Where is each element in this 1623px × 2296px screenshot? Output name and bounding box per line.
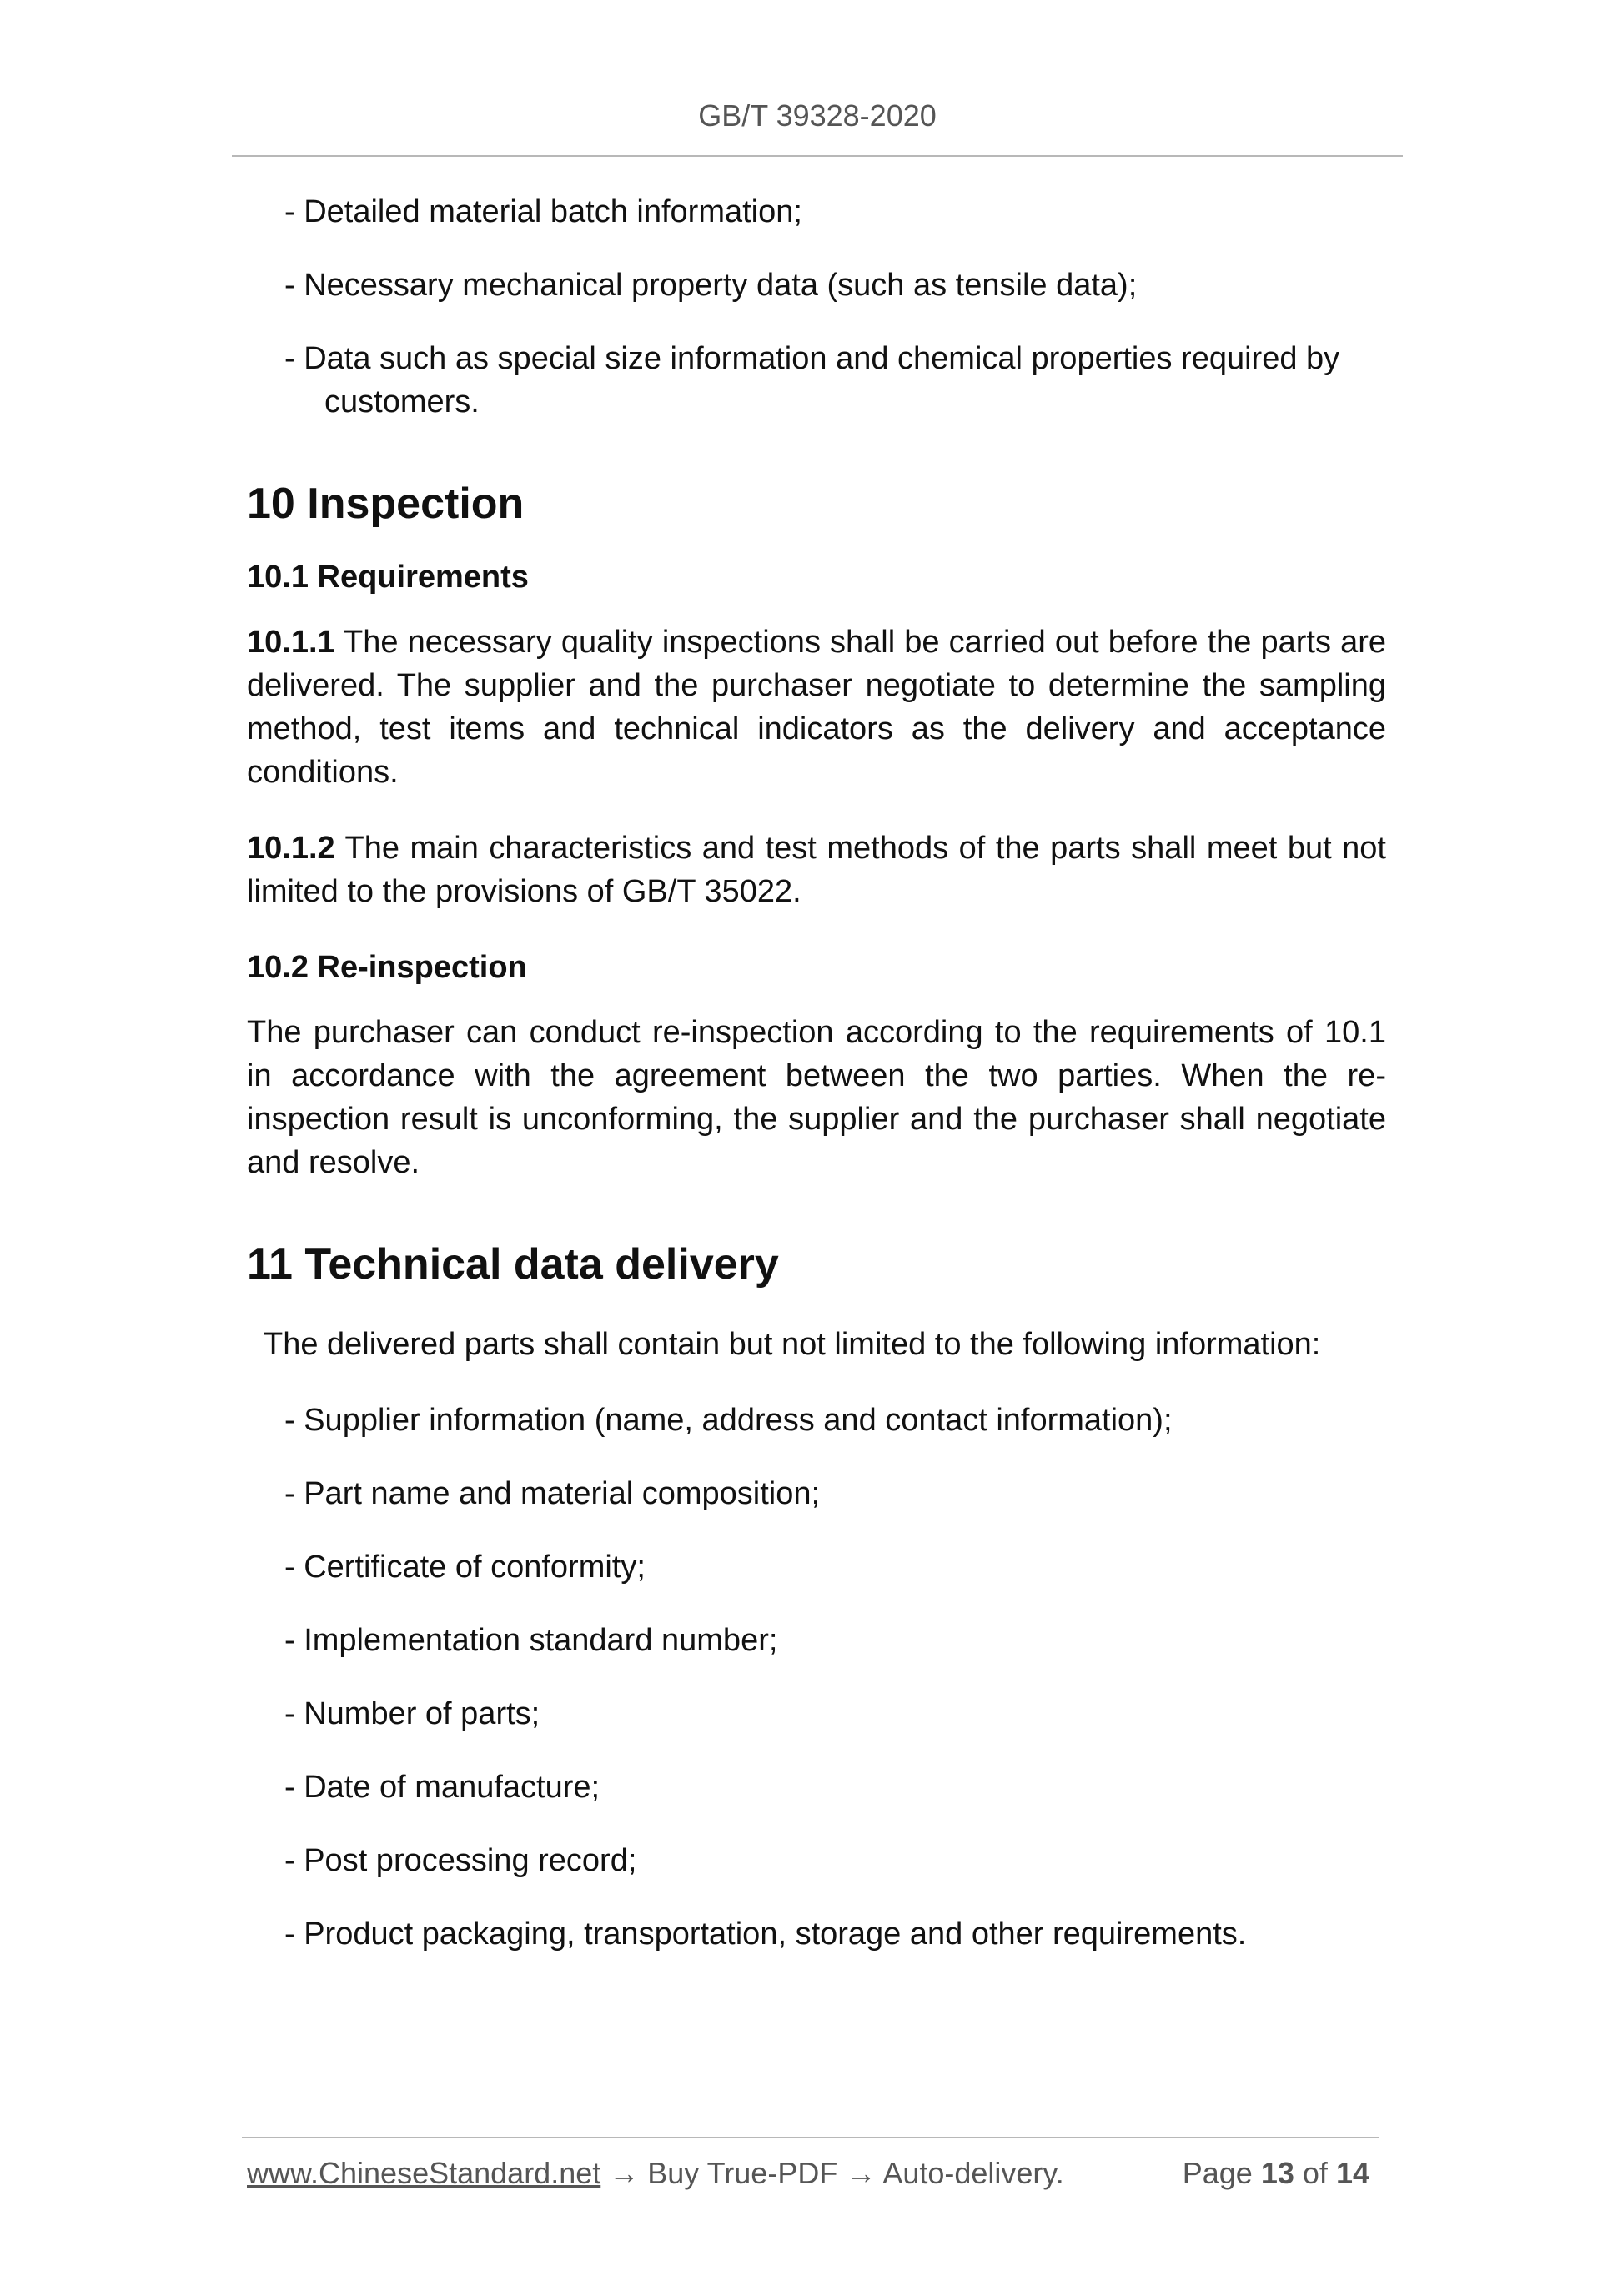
list-item: - Part name and material composition; <box>284 1476 821 1511</box>
of-word: of <box>1302 2156 1328 2190</box>
header-divider <box>232 155 1403 157</box>
list-item: - Date of manufacture; <box>284 1770 600 1805</box>
list-item: - Supplier information (name, address and contact information); <box>284 1403 1173 1438</box>
current-page-number: 13 <box>1260 2156 1294 2190</box>
list-item: - Post processing record; <box>284 1843 637 1878</box>
subsection-10-1-heading: 10.1 Requirements <box>247 560 529 595</box>
footer-divider <box>242 2137 1379 2138</box>
page-footer <box>247 2156 1376 2191</box>
section-11-intro: The delivered parts shall contain but not limited to the following information: <box>264 1327 1321 1362</box>
footer-left <box>247 2156 1064 2191</box>
total-page-number: 14 <box>1335 2156 1369 2190</box>
clause-text: The main characteristics and test methods of the parts shall meet but not limited to the provisions of GB/T 35022. <box>247 831 1386 909</box>
list-item: - Data such as special size information and chemical properties required by customers. <box>284 341 1340 420</box>
page-word: Page <box>1182 2156 1253 2190</box>
section-10-heading: 10 Inspection <box>247 480 525 528</box>
clause-text: The necessary quality inspections shall be carried out before the parts are delivered. The supplier and the purchaser negotiate to determine the sampling method, test items and technical indicators as the delivery and acceptance conditions. <box>247 625 1386 790</box>
paragraph-10-2: The purchaser can conduct re-inspection according to the requirements of 10.1 in accordance with the agreement between the two parties. When the re-inspection result is unconforming, the supplier and the purchaser shall negotiate and resolve. <box>247 1015 1386 1180</box>
list-item: - Number of parts; <box>284 1696 540 1731</box>
list-item: - Detailed material batch information; <box>284 194 802 229</box>
website-link[interactable]: www.ChineseStandard.net <box>247 2156 601 2190</box>
subsection-10-2-heading: 10.2 Re-inspection <box>247 950 527 985</box>
paragraph-10-1-1 <box>247 620 1386 794</box>
footer-promo: → Buy True-PDF → Auto-delivery. <box>600 2156 1064 2190</box>
list-item: - Necessary mechanical property data (such as tensile data); <box>284 268 1138 303</box>
document-header-id: GB/T 39328-2020 <box>698 98 937 133</box>
section-11-heading: 11 Technical data delivery <box>247 1240 779 1289</box>
list-item: - Implementation standard number; <box>284 1623 778 1658</box>
clause-number: 10.1.2 <box>247 831 335 866</box>
page-indicator <box>1183 2156 1369 2191</box>
paragraph-10-1-2 <box>247 826 1386 913</box>
list-item: - Certificate of conformity; <box>284 1550 646 1585</box>
page-body <box>247 190 1386 1986</box>
clause-number: 10.1.1 <box>247 625 335 660</box>
list-item: - Product packaging, transportation, storage and other requirements. <box>284 1917 1247 1952</box>
